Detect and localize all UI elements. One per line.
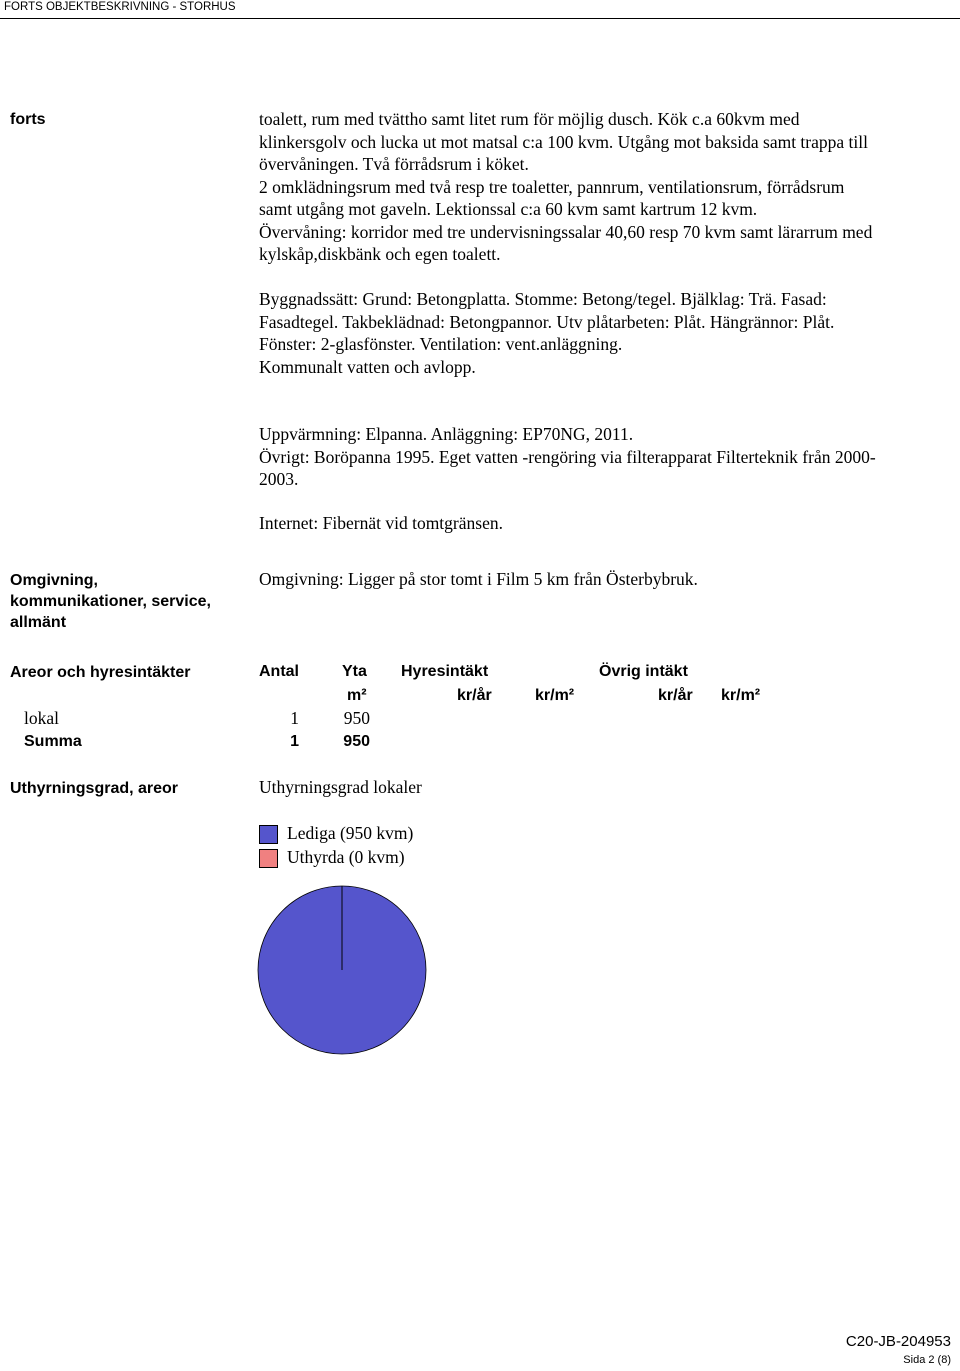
construction-description xyxy=(259,288,949,378)
legend-label-lediga: Lediga (950 kvm) xyxy=(287,823,414,843)
surroundings-label-line: allmänt xyxy=(10,614,67,631)
forts-line: toalett, rum med tvättho samt litet rum för möjlig dusch. Kök c.a 60kvm med xyxy=(259,109,800,129)
row-summa-yta: 950 xyxy=(343,733,370,750)
construction-line: Byggnadssätt: Grund: Betongplatta. Stomme: Betong/tegel. Bjälklag: Trä. Fasad: xyxy=(259,289,827,309)
occupancy-label: Uthyrningsgrad, areor xyxy=(10,780,179,797)
forts-line: klinkersgolv och lucka ut mot matsal c:a 100 kvm. Utgång mot baksida samt trappa till xyxy=(259,131,868,152)
construction-line: Fönster: 2-glasfönster. Ventilation: vent.anläggning. xyxy=(259,334,623,354)
surroundings-label-line: Omgivning, xyxy=(10,572,98,589)
row-lokal-name: lokal xyxy=(24,708,59,728)
row-summa-name: Summa xyxy=(24,733,82,750)
heating-line: Övrigt: Boröpanna 1995. Eget vatten -rengöring via filterapparat Filterteknik från 2000- xyxy=(259,446,876,467)
col-ovrig-krar: kr/år xyxy=(658,687,693,704)
heating-line: Uppvärmning: Elpanna. Anläggning: EP70NG, 2011. xyxy=(259,424,634,444)
areas-label: Areor och hyresintäkter xyxy=(10,664,191,681)
row-summa-antal: 1 xyxy=(290,733,299,750)
col-yta: Yta xyxy=(342,663,367,680)
col-hyres-krar: kr/år xyxy=(457,687,492,704)
legend-label-uthyrda: Uthyrda (0 kvm) xyxy=(287,847,405,867)
forts-line: övervåningen. Två förrådsrum i köket. xyxy=(259,154,529,174)
heating-line: 2003. xyxy=(259,469,299,489)
construction-line: Kommunalt vatten och avlopp. xyxy=(259,356,476,377)
chart-title xyxy=(259,776,949,799)
chart-title-text: Uthyrningsgrad lokaler xyxy=(259,777,422,797)
page-header xyxy=(0,0,960,19)
heating-description xyxy=(259,423,949,491)
internet-description xyxy=(259,512,949,535)
page-number: Sida 2 (8) xyxy=(903,1354,951,1366)
col-hyres-krm2: kr/m² xyxy=(535,687,575,704)
col-ovrig-krm2: kr/m² xyxy=(721,687,761,704)
col-yta-unit: m² xyxy=(347,687,367,704)
col-hyresintakt: Hyresintäkt xyxy=(401,663,489,680)
forts-line: Övervåning: korridor med tre undervisningssalar 40,60 resp 70 kvm samt lärarrum med xyxy=(259,221,873,242)
forts-line: 2 omklädningsrum med två resp tre toaletter, pannrum, ventilationsrum, förrådsrum xyxy=(259,176,845,197)
forts-label: forts xyxy=(10,111,46,128)
legend-swatch-uthyrda xyxy=(259,849,278,868)
pie-chart xyxy=(257,885,427,1055)
surroundings-label xyxy=(10,570,211,633)
document-id: C20-JB-204953 xyxy=(845,1333,951,1350)
forts-line: samt utgång mot gaveln. Lektionssal c:a 60 kvm samt kartrum 12 kvm. xyxy=(259,199,758,219)
legend-swatch-lediga xyxy=(259,825,278,844)
forts-description xyxy=(259,108,949,266)
internet-line: Internet: Fibernät vid tomtgränsen. xyxy=(259,513,503,533)
col-antal: Antal xyxy=(259,663,299,680)
col-ovrig-intakt: Övrig intäkt xyxy=(599,663,688,680)
row-lokal-antal: 1 xyxy=(290,708,299,728)
forts-line: kylskåp,diskbänk och egen toalett. xyxy=(259,244,501,264)
construction-line: Fasadtegel. Takbeklädnad: Betongpannor. Utv plåtarbeten: Plåt. Hängrännor: Plåt. xyxy=(259,311,835,332)
surroundings-line: Omgivning: Ligger på stor tomt i Film 5 km från Österbybruk. xyxy=(259,569,698,589)
row-lokal-yta: 950 xyxy=(343,708,370,728)
surroundings-label-line: kommunikationer, service, xyxy=(10,593,211,610)
surroundings-text xyxy=(259,568,949,591)
header-title: FORTS OBJEKTBESKRIVNING - STORHUS xyxy=(4,1,236,13)
